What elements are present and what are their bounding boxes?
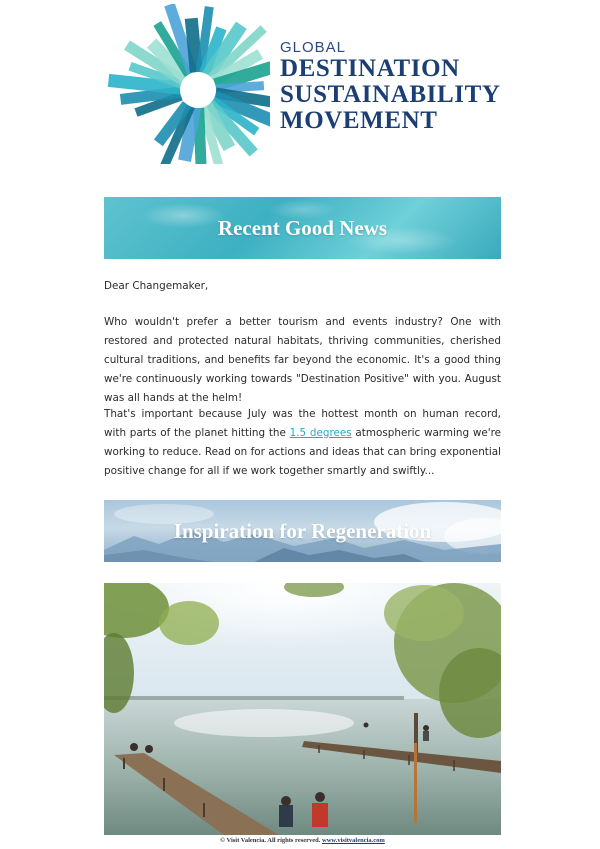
- visitvalencia-link[interactable]: www.visitvalencia.com: [322, 837, 385, 844]
- logo-line-sustainability: SUSTAINABILITY: [280, 81, 501, 108]
- greeting: Dear Changemaker,: [104, 280, 209, 292]
- valencia-lake-photo[interactable]: [104, 583, 501, 835]
- climate-paragraph-end: atmospheric warming we're working to reduce. Read on for actions and ideas that can bring exponential positive change for all if we work together smartly and swiftly...: [104, 427, 502, 477]
- logo-line-global: GLOBAL: [280, 39, 347, 56]
- logo-mark-icon: [100, 4, 270, 164]
- inspiration-title: Inspiration for Regeneration: [173, 518, 432, 543]
- climate-paragraph-start: That's important because July was the hottest month on human record, with parts of the planet hitting the: [104, 408, 501, 439]
- lake-pier-image: [104, 583, 501, 835]
- degrees-link[interactable]: 1.5 degrees: [289, 427, 352, 439]
- logo-line-movement: MOVEMENT: [280, 107, 438, 134]
- inspiration-banner: [104, 500, 501, 562]
- recent-good-news-title: Recent Good News: [217, 215, 388, 240]
- climate-paragraph: [104, 405, 501, 481]
- gdsm-logo[interactable]: [100, 4, 500, 164]
- intro-paragraph: Who wouldn't prefer a better tourism and events industry? One with restored and protected natural habitats, thriving communities, cherished cultural traditions, and benefits far beyond the economic. It's a good thing we're continuously working towards "Destination Positive" with you. August was all hands at the helm!: [104, 316, 501, 404]
- recent-good-news-banner: [104, 197, 501, 259]
- logo-line-destination: DESTINATION: [280, 55, 460, 82]
- photo-copyright: © Visit Valencia. All rights reserved.: [220, 837, 323, 844]
- logo-wordmark: [280, 40, 501, 134]
- photo-caption: [104, 837, 501, 844]
